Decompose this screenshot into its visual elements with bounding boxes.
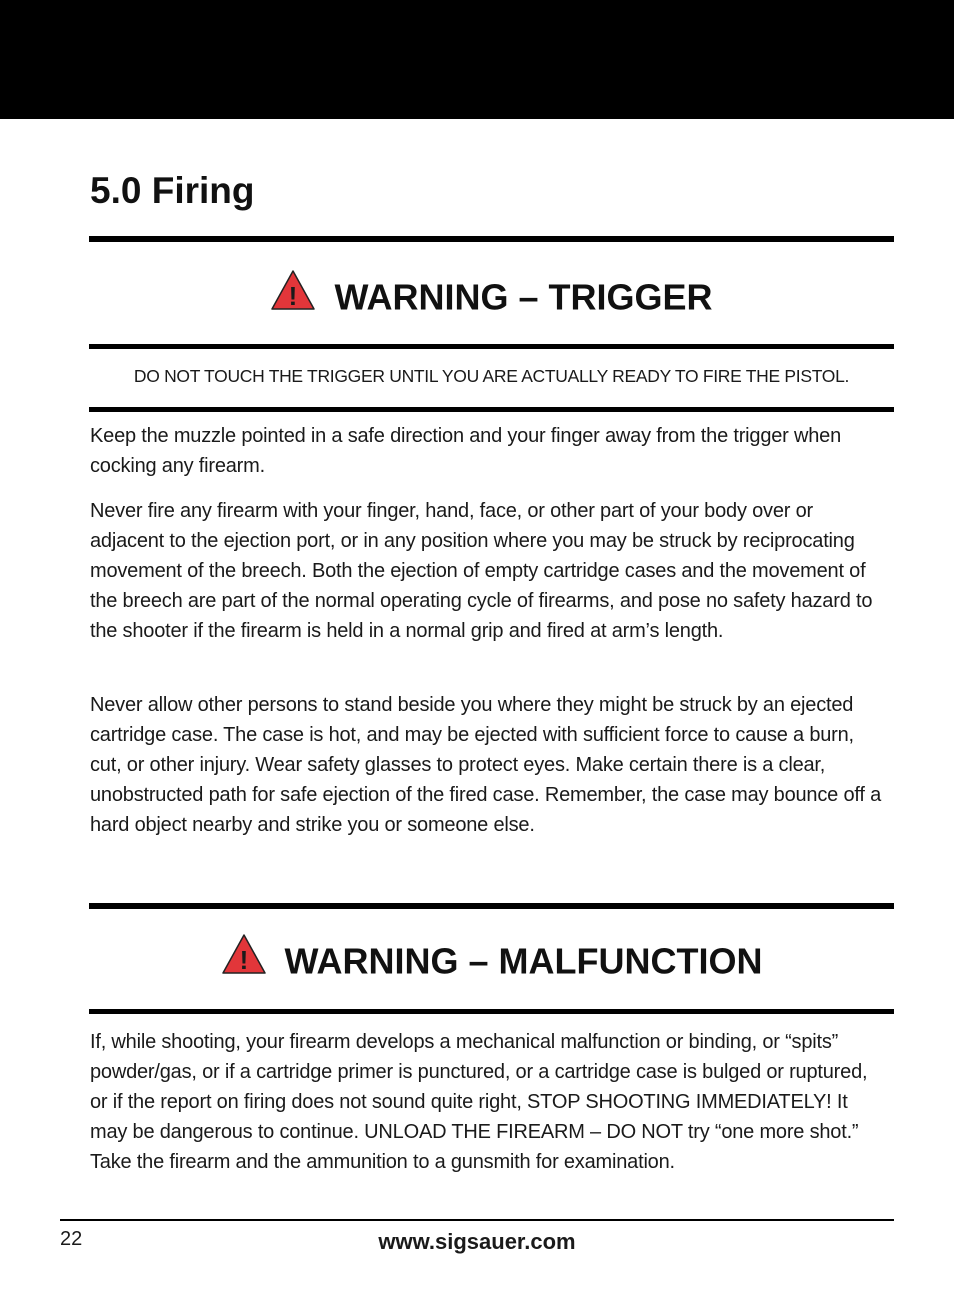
divider (89, 344, 894, 349)
section-title: 5.0 Firing (90, 170, 255, 211)
warning-icon-glyph: ! (239, 945, 248, 975)
page-number: 22 (60, 1228, 83, 1250)
trigger-notice: DO NOT TOUCH THE TRIGGER UNTIL YOU ARE ACTUALLY READY TO FIRE THE PISTOL. (133, 366, 850, 386)
footer-url[interactable]: www.sigsauer.com (378, 1229, 576, 1254)
warning-triangle-icon (221, 933, 267, 984)
header-bar (0, 0, 954, 119)
divider (89, 407, 894, 412)
malfunction-paragraph: If, while shooting, your firearm develops a mechanical malfunction or binding, or “spits” powder/gas, or if a cartridge primer is punctured, or a cartridge case is bulged or ruptured, or if the report on firing does not sound quite right, STOP SHOOTING IMMEDIATELY! It may be dangerous to continue. UNLOAD THE FIREARM – DO NOT try “one more shot.” Take the firearm and the ammunition to a gunsmith for examination. (90, 1031, 868, 1173)
warning-malfunction-title: WARNING – MALFUNCTION (284, 940, 763, 982)
body-paragraph-1: Keep the muzzle pointed in a safe direction and your finger away from the trigger when cocking any firearm. (90, 425, 842, 477)
body-paragraph-3: Never allow other persons to stand beside you where they might be struck by an ejected cartridge case. The case is hot, and may be ejected with sufficient force to cause a burn, cut, or other injury. Wear safety glasses to protect eyes. Make certain there is a clear, unobstructed path for safe ejection of the fired case. Remember, the case may bounce off a hard object nearby and strike you or someone else. (90, 694, 881, 836)
footer-divider (60, 1219, 894, 1221)
warning-triangle-icon (270, 269, 316, 320)
warning-icon-glyph: ! (289, 281, 298, 311)
warning-trigger-heading (89, 272, 894, 323)
divider (89, 236, 894, 242)
body-paragraph-2: Never fire any firearm with your finger, hand, face, or other part of your body over or adjacent to the ejection port, or in any position where you may be struck by reciprocating movement of the breech. Both the ejection of empty cartridge cases and the movement of the breech are part of the normal operating cycle of firearms, and pose no safety hazard to the shooter if the firearm is held in a normal grip and fired at arm’s length. (90, 500, 873, 642)
warning-trigger-title: WARNING – TRIGGER (334, 276, 713, 318)
divider (89, 1009, 894, 1014)
warning-malfunction-heading (89, 936, 894, 987)
divider (89, 903, 894, 909)
